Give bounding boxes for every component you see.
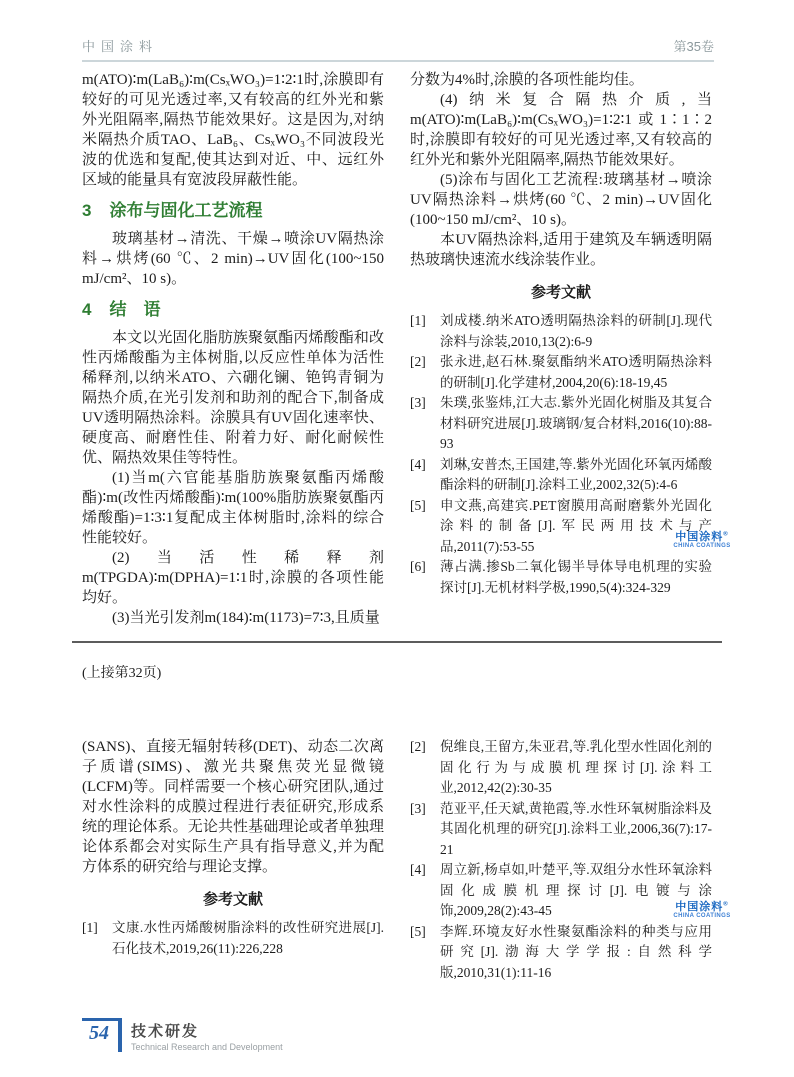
reference-item [410,799,712,861]
reference-item [410,311,712,352]
reference-text: 张永进,赵石林.聚氨酯纳米ATO透明隔热涂料的研制[J].化学建材,2004,20(6):18-19,45 [440,354,712,390]
paragraph: (2)当活性稀释剂m(TPGDA)∶m(DPHA)=1∶1时,涂膜的各项性能均好。 [82,550,384,606]
reference-number: [2] [410,739,426,754]
reference-item [410,557,712,598]
paragraph: 玻璃基材→清洗、干燥→喷涂UV隔热涂料→烘烤(60 ℃、2 min)→UV固化(100~150 mJ/cm²、10 s)。 [82,231,384,287]
page-number: 54 [82,1018,122,1052]
reference-text: 倪维良,王留方,朱亚君,等.乳化型水性固化剂的固化行为与成膜机理探讨[J].涂料工业,2012,42(2):30-35 [440,739,712,795]
reference-number: [4] [410,862,426,877]
reference-text: 刘琳,安普杰,王国建,等.紫外光固化环氧丙烯酸酯涂料的研制[J].涂料工业,2002,32(5):4-6 [440,456,712,492]
reference-number: [3] [410,395,426,410]
paragraph: 本文以光固化脂肪族聚氨酯丙烯酸酯和改性丙烯酸酯为主体树脂,以反应性单体为活性稀释剂,以纳米ATO、六硼化镧、铯钨青铜为隔热介质,在光引发剂和助剂的配合下,制备成UV透明隔热涂料。涂膜具有UV固化速率快、硬度高、耐磨性佳、附着力好、耐化耐候性优、隔热效果佳等特性。 [82,330,384,466]
reference-item [410,352,712,393]
footer-section [131,1018,283,1052]
paragraph: (4)纳米复合隔热介质,当m(ATO)∶m(LaB₆)∶m(CsₓWO₃)=1∶2∶1或1∶1∶2时,涂膜即有较好的可见光透过率,又有较高的红外光和紫外光阻隔率,隔热节能效果好。 [410,92,712,168]
reference-item [410,737,712,799]
paragraph: 本UV隔热涂料,适用于建筑及车辆透明隔热玻璃快速流水线涂装作业。 [410,232,712,268]
section-heading-3 [82,201,384,221]
reference-item [410,393,712,455]
logo-chinese-text: 中国涂料® [675,901,729,913]
continuation-note: (上接第32页) [82,666,162,681]
article-divider-line [72,641,722,643]
registered-mark: ® [723,901,729,908]
reference-text: 范亚平,任天斌,黄艳霞,等.水性环氧树脂涂料及其固化机理的研究[J].涂料工业,2006,36(7):17-21 [440,800,712,857]
paragraph: 分数为4%时,涂膜的各项性能均佳。 [410,72,644,88]
reference-text: 薄占满.掺Sb二氧化锡半导体导电机理的实验探讨[J].无机材料学极,1990,5(4):324-329 [440,559,712,595]
reference-item [82,918,384,959]
bottom-left-column [82,737,384,983]
logo-chinese-text: 中国涂料® [675,531,729,543]
china-coatings-logo [660,531,744,550]
section-number: 4 [82,300,92,319]
reference-number: [5] [410,497,426,513]
journal-name: 中国涂料 [82,39,159,54]
paragraph: (SANS)、直接无辐射转移(DET)、动态二次离子质谱(SIMS)、激光共聚焦荧光显微镜(LCFM)等。同样需要一个核心研究团队,通过对水性涂料的成膜过程进行表征研究,形成系统的理论体系。无论共性基础理论或者单独理论体系都会对实际生产具有指导意义,并为配方体系的研究给与理论支撑。 [82,739,384,875]
reference-text: 文康.水性丙烯酸树脂涂料的改性研究进展[J].石化技术,2019,26(11):226,228 [112,920,384,956]
reference-number: [3] [410,800,426,816]
section-title: 涂布与固化工艺流程 [109,201,263,220]
registered-mark: ® [723,531,729,538]
footer-section-subtitle: Technical Research and Development [131,1042,283,1052]
page-header [82,36,714,62]
section-number: 3 [82,201,92,220]
reference-text: 朱璞,张鉴炜,江大志.紫外光固化树脂及其复合材料研究进展[J].玻璃钢/复合材料,2016(10):88-93 [440,395,712,451]
volume-label: 第35卷 [673,39,714,54]
china-coatings-logo [660,901,744,920]
reference-number: [1] [410,313,426,328]
paragraph: (5)涂布与固化工艺流程:玻璃基材→喷涂UV隔热涂料→烘烤(60 ℃、2 min)→UV固化(100~150 mJ/cm²、10 s)。 [410,172,712,228]
references-title: 参考文献 [202,892,263,908]
references-title: 参考文献 [530,285,591,301]
paragraph: (1)当m(六官能基脂肪族聚氨酯丙烯酸酯)∶m(改性丙烯酸酯)∶m(100%脂肪族聚氨酯丙烯酸酯)=1∶3∶1复配成主体树脂时,涂料的综合性能较好。 [82,470,384,546]
reference-text: 李辉.环境友好水性聚氨酯涂料的种类与应用研究[J].渤海大学学报:自然科学版,2010,31(1):11-16 [440,923,712,980]
reference-number: [6] [410,559,426,574]
logo-english-text: CHINA COATINGS [673,543,731,550]
reference-number: [5] [410,923,426,939]
reference-text: 周立新,杨卓如,叶楚平,等.双组分水性环氧涂料固化成膜机理探讨[J].电镀与涂饰,2009,28(2):43-45 [440,862,712,918]
logo-english-text: CHINA COATINGS [673,913,731,920]
top-left-column [82,70,384,628]
page-footer [82,1018,283,1052]
bottom-section [82,737,712,983]
section-title: 结 语 [109,300,161,319]
reference-item [410,922,712,984]
paragraph: m(ATO)∶m(LaB₆)∶m(CsₓWO₃)=1∶2∶1时,涂膜即有较好的可见光透过率,又有较高的红外光和紫外光阻隔率,隔热节能效果好。这是因为,对纳米隔热介质TAO、LaB₆、CsₓWO₃不同波段光波的优选和复配,使其达到对近、中、远红外区域的能量具有宽波段屏蔽性能。 [82,72,384,188]
reference-text: 申文燕,高建宾.PET窗膜用高耐磨紫外光固化涂料的制备[J].军民两用技术与产品,2011(7):53-55 [440,497,712,554]
reference-number: [2] [410,354,426,369]
footer-section-title: 技术研发 [131,1023,200,1040]
paragraph: (3)当光引发剂m(184)∶m(1173)=7∶3,且质量 [112,610,380,626]
bottom-right-column [410,737,712,983]
reference-number: [4] [410,456,426,472]
reference-item [410,455,712,496]
reference-number: [1] [82,920,98,935]
section-heading-4 [82,300,384,320]
reference-text: 刘成楼.纳米ATO透明隔热涂料的研制[J].现代涂料与涂装,2010,13(2):6-9 [440,313,712,349]
top-section [82,70,712,628]
